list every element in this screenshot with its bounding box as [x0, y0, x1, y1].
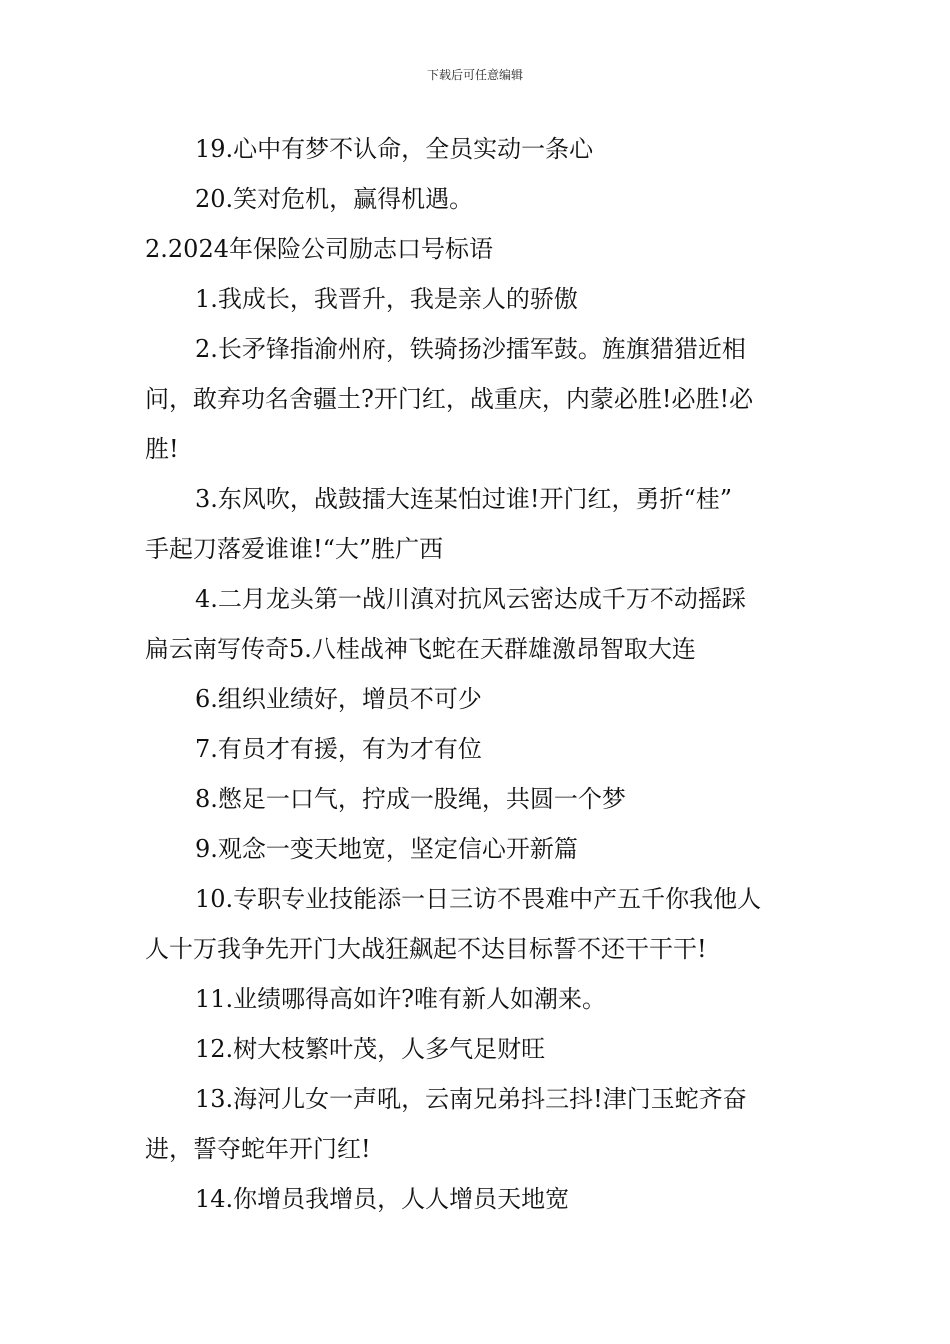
text-line: 8.憋足一口气，拧成一股绳，共圆一个梦 [195, 785, 626, 813]
text-line: 人十万我争先开门大战狂飙起不达目标誓不还干干干! [145, 935, 707, 963]
text-line: 20.笑对危机，赢得机遇。 [195, 185, 474, 213]
text-line: 问，敢弃功名舍疆土?开门红，战重庆，内蒙必胜!必胜!必 [145, 385, 754, 413]
text-line: 2.长矛锋指渝州府，铁骑扬沙擂军鼓。旌旗猎猎近相 [195, 335, 746, 363]
section-heading: 2.2024年保险公司励志口号标语 [145, 235, 493, 263]
text-line: 19.心中有梦不认命，全员实动一条心 [195, 135, 594, 163]
text-line: 14.你增员我增员，人人增员天地宽 [195, 1185, 570, 1213]
text-line: 进，誓夺蛇年开门红! [145, 1135, 371, 1163]
text-line: 1.我成长，我晋升，我是亲人的骄傲 [195, 285, 578, 313]
text-line: 4.二月龙头第一战川滇对抗风云密达成千万不动摇踩 [195, 585, 746, 613]
text-line: 胜! [145, 435, 179, 463]
text-line: 9.观念一变天地宽，坚定信心开新篇 [195, 835, 578, 863]
text-line: 12.树大枝繁叶茂，人多气足财旺 [195, 1035, 546, 1063]
page-header: 下载后可任意编辑 [426, 68, 523, 82]
text-line: 7.有员才有援，有为才有位 [195, 735, 482, 763]
text-line: 手起刀落爱谁谁!“大”胜广西 [145, 535, 444, 563]
text-line: 10.专职专业技能添一日三访不畏难中产五千你我他人 [195, 885, 762, 913]
text-line: 6.组织业绩好，增员不可少 [195, 685, 482, 713]
text-line: 11.业绩哪得高如许?唯有新人如潮来。 [195, 985, 607, 1013]
text-line: 扁云南写传奇5.八桂战神飞蛇在天群雄激昂智取大连 [145, 635, 696, 663]
text-line: 13.海河儿女一声吼，云南兄弟抖三抖!津门玉蛇齐奋 [195, 1085, 747, 1113]
text-line: 3.东风吹，战鼓擂大连某怕过谁!开门红，勇折“桂” [195, 485, 733, 513]
